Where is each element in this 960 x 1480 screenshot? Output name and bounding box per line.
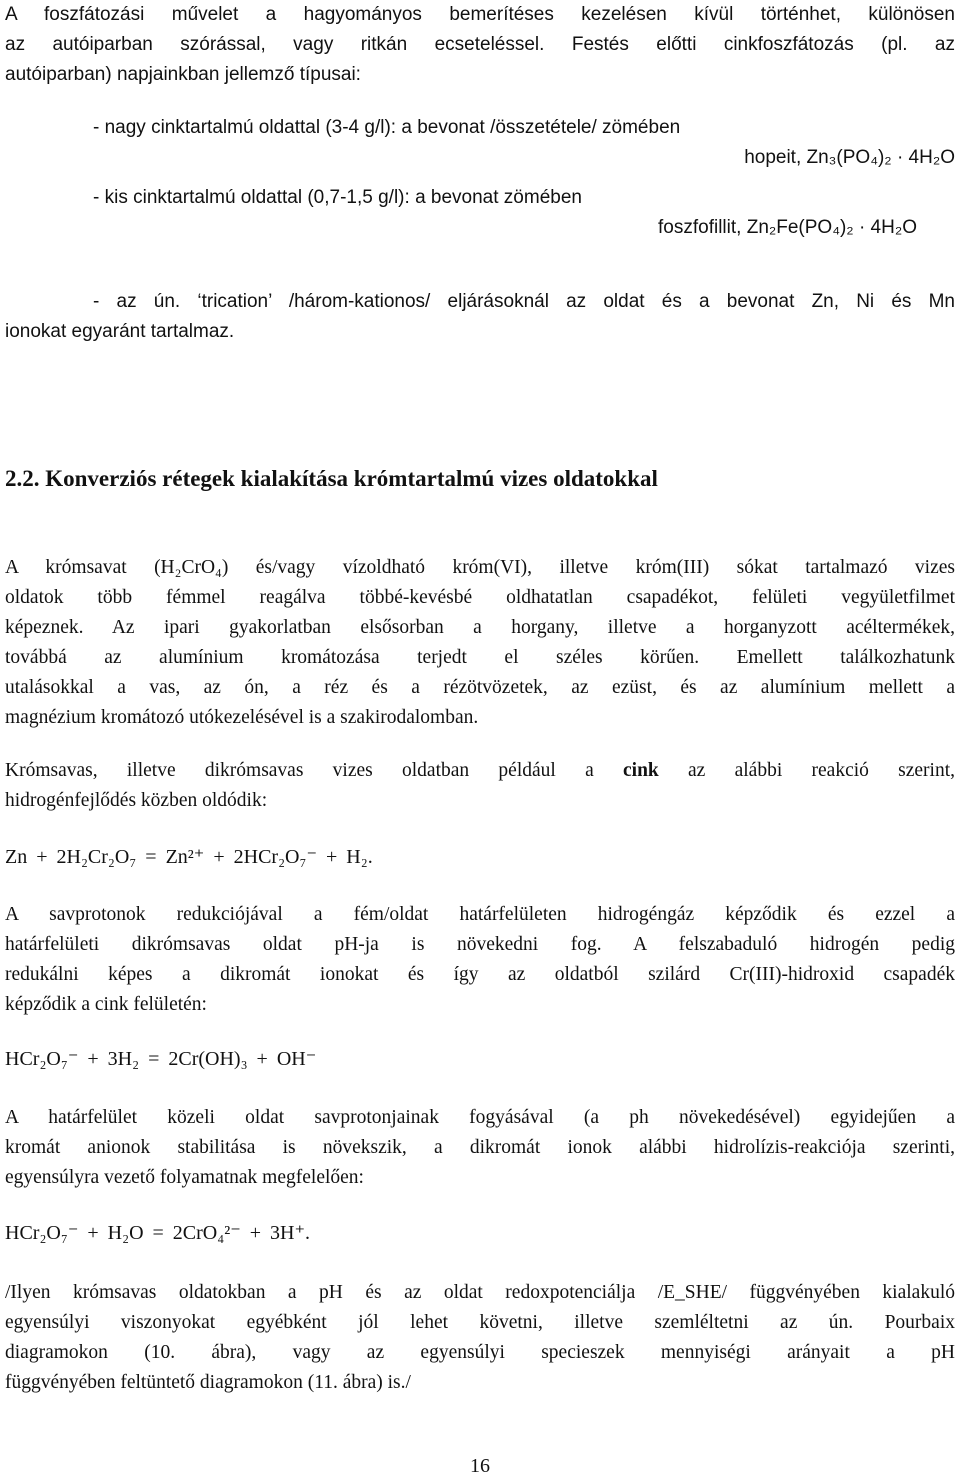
chromate-line-2: oldatok több fémmel reagálva többé-kevésbé oldhatatlan csapadékot, felületi vegyületfilmet [5, 587, 955, 608]
hydrolysis-line-2: kromát anionok stabilitása is növekszik, a dikromát ionok alábbi hidrolízis-reakciója szerinti, [5, 1137, 955, 1158]
intro-line-3: autóiparban) napjainkban jellemző típusai: [5, 64, 361, 85]
hopeit-formula: hopeit, Zn₃(PO₄)₂ · 4H₂O [744, 147, 955, 168]
proton-line-4: képződik a cink felületén: [5, 994, 207, 1015]
equation-hydroxide: HCr₂O₇⁻ + 3H₂ = 2Cr(OH)₃ + OH⁻ [5, 1048, 317, 1070]
proton-reduction-paragraph [5, 900, 955, 1020]
trication-line-1: - az ún. ‘trication’ /három-kationos/ eljárásoknál az oldat és a bevonat Zn, Ni és Mn [93, 291, 955, 312]
equation-zinc-dissolution: Zn + 2H₂Cr₂O₇ = Zn²⁺ + 2HCr₂O₇⁻ + H₂. [5, 846, 373, 868]
zinc-line-1 [5, 756, 955, 786]
chromate-line-3: képeznek. Az ipari gyakorlatban elsősorban a horgany, illetve a horganyzott acéltermékek, [5, 617, 955, 638]
type-high-zinc [5, 113, 955, 173]
pourbaix-line-2: egyensúlyi viszonyokat egyébként jól lehet követni, illetve szemléltetni az ún. Pourbaix [5, 1312, 955, 1333]
trication-line-2: ionokat egyaránt tartalmaz. [5, 321, 235, 342]
zinc-dissolution-paragraph [5, 756, 955, 816]
hydrolysis-paragraph [5, 1103, 955, 1193]
hydrolysis-line-3: egyensúlyra vezető folyamatnak megfelelően: [5, 1167, 364, 1188]
zinc-line-1-after: az alábbi reakció szerint, [688, 760, 956, 781]
intro-line-1: A foszfátozási művelet a hagyományos bemerítéses kezelésen kívül történhet, különösen [5, 4, 955, 25]
chromate-line-6: magnézium kromátozó utókezelésével is a szakirodalomban. [5, 707, 479, 728]
page-number: 16 [470, 1455, 490, 1477]
equation-chromate-hydrolysis: HCr₂O₇⁻ + H₂O = 2CrO₄²⁻ + 3H⁺. [5, 1222, 311, 1244]
type-low-zinc-text: - kis cinktartalmú oldattal (0,7-1,5 g/l): a bevonat zömében [93, 187, 582, 208]
zinc-bold-word: cink [623, 760, 659, 781]
section-heading: 2.2. Konverziós rétegek kialakítása krómtartalmú vizes oldatokkal [5, 466, 658, 491]
pourbaix-line-4: függvényében feltüntető diagramokon (11. ábra) is./ [5, 1372, 411, 1393]
pourbaix-line-3: diagramokon (10. ábra), vagy az egyensúlyi specieszek mennyiségi arányait a pH [5, 1342, 955, 1363]
pourbaix-paragraph [5, 1278, 955, 1398]
pourbaix-line-1: /Ilyen krómsavas oldatokban a pH és az oldat redoxpotenciálja /E_SHE/ függvényében kialakuló [5, 1282, 955, 1303]
zinc-line-2: hidrogénfejlődés közben oldódik: [5, 790, 268, 811]
type-low-zinc [5, 183, 955, 243]
proton-line-3: redukálni képes a dikromát ionokat és így az oldatból szilárd Cr(III)-hidroxid csapadék [5, 964, 955, 985]
hydrolysis-line-1: A határfelület közeli oldat savprotonjainak fogyásával (a ph növekedésével) egyidejűen a [5, 1107, 955, 1128]
zinc-line-1-before: Krómsavas, illetve dikrómsavas vizes oldatban például a [5, 760, 594, 781]
chromate-line-4: továbbá az alumínium kromátozása terjedt el széles körűen. Emellett találkozhatunk [5, 647, 955, 668]
chromate-line-5: utalásokkal a vas, az ón, a réz és a rézötvözetek, az ezüst, és az alumínium mellett a [5, 677, 955, 698]
proton-line-2: határfelületi dikrómsavas oldat pH-ja is növekedni fog. A felszabaduló hidrogén pedig [5, 934, 955, 955]
type-high-zinc-text: - nagy cinktartalmú oldattal (3-4 g/l): a bevonat /összetétele/ zömében [93, 117, 681, 138]
trication-paragraph [5, 287, 955, 347]
type-list [5, 113, 955, 243]
chromate-line-1: A krómsavat (H₂CrO₄) és/vagy vízoldható króm(VI), illetve króm(III) sókat tartalmazó vizes [5, 557, 955, 578]
proton-line-1: A savprotonok redukciójával a fém/oldat határfelületen hidrogéngáz képződik és ezzel a [5, 904, 955, 925]
intro-paragraph [5, 0, 955, 90]
chromate-paragraph [5, 553, 955, 733]
foszfofillit-formula: foszfofillit, Zn₂Fe(PO₄)₂ · 4H₂O [658, 217, 917, 238]
intro-line-2: az autóiparban szórással, vagy ritkán ecseteléssel. Festés előtti cinkfoszfátozás (pl. az [5, 34, 955, 55]
